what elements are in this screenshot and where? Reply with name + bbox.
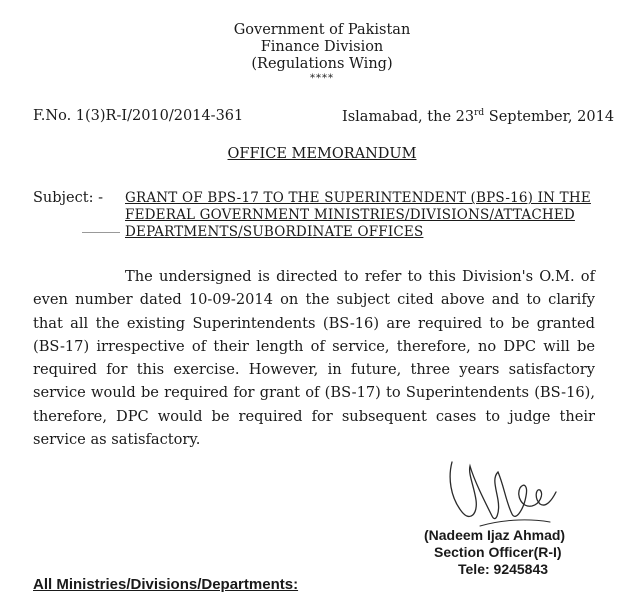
header-government: Government of Pakistan — [233, 22, 411, 38]
date-prefix: Islamabad, the 23 — [342, 108, 475, 125]
signatory-designation: Section Officer(R-I) — [434, 544, 562, 560]
header-stars: **** — [310, 73, 334, 84]
signatory-telephone: Tele: 9245843 — [458, 561, 549, 577]
file-number: F.No. 1(3)R-I/2010/2014-361 — [33, 108, 244, 124]
memo-title: OFFICE MEMORANDUM — [227, 146, 417, 162]
header-division: Finance Division — [260, 39, 384, 55]
issue-date — [342, 108, 614, 125]
subject-line-3: DEPARTMENTS/SUBORDINATE OFFICES — [125, 224, 424, 240]
addressee-line: All Ministries/Divisions/Departments: — [33, 576, 299, 593]
date-suffix: rd — [474, 108, 485, 118]
scan-mark — [82, 232, 120, 233]
signatory-name: (Nadeem Ijaz Ahmad) — [424, 527, 566, 543]
subject-line-1: GRANT OF BPS-17 TO THE SUPERINTENDENT (BPS-16) IN THE — [125, 190, 591, 206]
memo-body: The undersigned is directed to refer to this Division's O.M. of even number dated 10-09-2014 on the subject cited above and to clarify that all the existing Superintendents (BS-16) are required to be granted (BS-17) irrespective of their length of service, therefore, no DPC will be required for this exercise. However, in future, three years satisfactory service would be required for grant of (BS-17) to Superintendents (BS-16), therefore, DPC would be required for subsequent cases to judge their service as satisfactory. — [33, 268, 595, 449]
header-wing: (Regulations Wing) — [251, 56, 393, 72]
subject-line-2: FEDERAL GOVERNMENT MINISTRIES/DIVISIONS/ATTACHED — [125, 207, 575, 223]
date-rest: September, 2014 — [484, 108, 615, 125]
subject-label: Subject: - — [33, 190, 103, 206]
